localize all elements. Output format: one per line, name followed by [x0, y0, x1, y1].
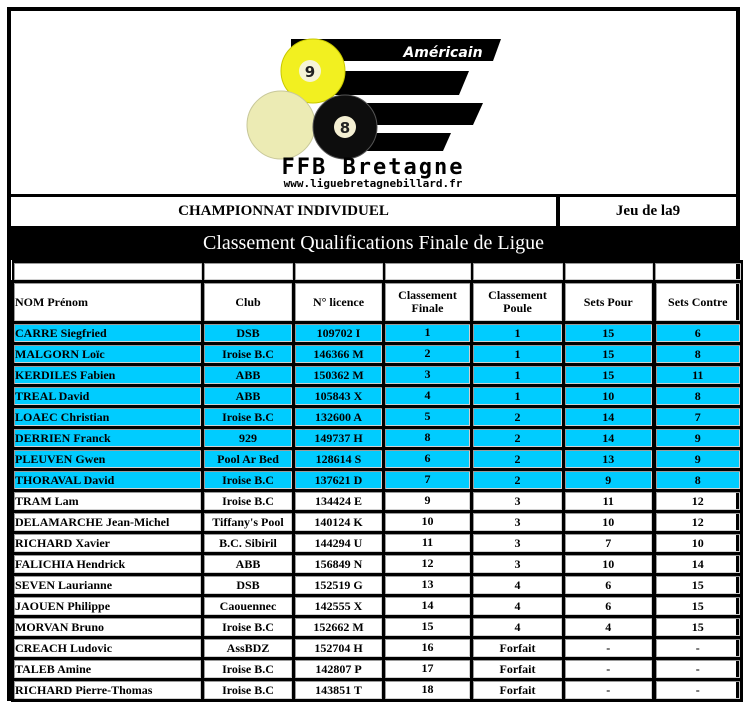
player-name-cell: MALGORN Loïc: [13, 344, 203, 365]
sets-pour-cell: 6: [564, 575, 654, 596]
classement-finale-cell: 17: [384, 659, 472, 680]
player-name-cell: CARRE Siegfried: [13, 323, 203, 344]
licence-number-cell: 152662 M: [294, 617, 384, 638]
classement-poule-cell: 2: [472, 428, 564, 449]
logo-area: [11, 11, 736, 194]
classement-finale-cell: 8: [384, 428, 472, 449]
classement-finale-cell: 7: [384, 470, 472, 491]
table-row: [13, 575, 742, 596]
sets-pour-cell: 14: [564, 407, 654, 428]
club-cell: Iroise B.C: [203, 470, 294, 491]
player-name-cell: FALICHIA Hendrick: [13, 554, 203, 575]
classement-finale-cell: 4: [384, 386, 472, 407]
player-name-cell: MORVAN Bruno: [13, 617, 203, 638]
licence-number-cell: 134424 E: [294, 491, 384, 512]
player-name-cell: JAOUEN Philippe: [13, 596, 203, 617]
classement-finale-cell: 2: [384, 344, 472, 365]
sets-contre-cell: 7: [654, 407, 742, 428]
table-row: [13, 491, 742, 512]
table-row: [13, 659, 742, 680]
table-row: [13, 512, 742, 533]
classement-finale-cell: 10: [384, 512, 472, 533]
ranking-table: [11, 260, 743, 702]
classement-poule-cell: 2: [472, 449, 564, 470]
discipline-label: Jeu de la9: [615, 203, 681, 219]
sets-pour-cell: 15: [564, 365, 654, 386]
club-cell: Iroise B.C: [203, 491, 294, 512]
col-header-club: Club: [203, 282, 294, 323]
sets-pour-cell: 10: [564, 512, 654, 533]
sets-contre-cell: 15: [654, 575, 742, 596]
table-row: [13, 617, 742, 638]
licence-number-cell: 152519 G: [294, 575, 384, 596]
licence-number-cell: 144294 U: [294, 533, 384, 554]
sets-contre-cell: 10: [654, 533, 742, 554]
licence-number-cell: 137621 D: [294, 470, 384, 491]
sets-contre-cell: 8: [654, 344, 742, 365]
player-name-cell: TREAL David: [13, 386, 203, 407]
club-cell: AssBDZ: [203, 638, 294, 659]
licence-number-cell: 128614 S: [294, 449, 384, 470]
club-cell: ABB: [203, 554, 294, 575]
col-header-classement-poule: Classement Poule: [472, 282, 564, 323]
licence-number-cell: 142807 P: [294, 659, 384, 680]
club-cell: 929: [203, 428, 294, 449]
player-name-cell: TALEB Amine: [13, 659, 203, 680]
club-cell: Iroise B.C: [203, 344, 294, 365]
sets-pour-cell: 6: [564, 596, 654, 617]
player-name-cell: RICHARD Xavier: [13, 533, 203, 554]
classement-poule-cell: 1: [472, 323, 564, 344]
classement-poule-cell: 3: [472, 533, 564, 554]
table-row: [13, 554, 742, 575]
licence-number-cell: 109702 I: [294, 323, 384, 344]
licence-number-cell: 149737 H: [294, 428, 384, 449]
classement-finale-cell: 12: [384, 554, 472, 575]
sets-pour-cell: 4: [564, 617, 654, 638]
sets-contre-cell: -: [654, 638, 742, 659]
player-name-cell: RICHARD Pierre-Thomas: [13, 680, 203, 701]
svg-text:Américain: Américain: [403, 45, 483, 61]
svg-text:9: 9: [304, 63, 316, 81]
sets-pour-cell: 15: [564, 344, 654, 365]
table-row: [13, 533, 742, 554]
licence-number-cell: 132600 A: [294, 407, 384, 428]
classement-poule-cell: 1: [472, 386, 564, 407]
table-row: [13, 470, 742, 491]
club-cell: ABB: [203, 386, 294, 407]
player-name-cell: DELAMARCHE Jean-Michel: [13, 512, 203, 533]
classement-poule-cell: Forfait: [472, 659, 564, 680]
sets-pour-cell: 15: [564, 323, 654, 344]
sets-contre-cell: 6: [654, 323, 742, 344]
club-cell: Iroise B.C: [203, 617, 294, 638]
classement-finale-cell: 13: [384, 575, 472, 596]
table-row: [13, 638, 742, 659]
sets-pour-cell: 7: [564, 533, 654, 554]
sets-contre-cell: 9: [654, 428, 742, 449]
player-name-cell: PLEUVEN Gwen: [13, 449, 203, 470]
licence-number-cell: 152704 H: [294, 638, 384, 659]
svg-text:8: 8: [339, 119, 351, 137]
sets-pour-cell: -: [564, 659, 654, 680]
club-cell: DSB: [203, 575, 294, 596]
sets-contre-cell: -: [654, 659, 742, 680]
licence-number-cell: 156849 N: [294, 554, 384, 575]
col-header-sets-contre: Sets Contre: [654, 282, 742, 323]
player-name-cell: SEVEN Laurianne: [13, 575, 203, 596]
sets-contre-cell: 9: [654, 449, 742, 470]
classement-finale-cell: 16: [384, 638, 472, 659]
player-name-cell: DERRIEN Franck: [13, 428, 203, 449]
classement-poule-cell: Forfait: [472, 638, 564, 659]
classement-finale-cell: 5: [384, 407, 472, 428]
player-name-cell: KERDILES Fabien: [13, 365, 203, 386]
club-cell: DSB: [203, 323, 294, 344]
table-row: [13, 596, 742, 617]
licence-number-cell: 105843 X: [294, 386, 384, 407]
sets-contre-cell: 12: [654, 512, 742, 533]
ranking-banner: Classement Qualifications Finale de Ligue: [11, 226, 736, 260]
sets-pour-cell: 9: [564, 470, 654, 491]
sets-contre-cell: 14: [654, 554, 742, 575]
sets-pour-cell: -: [564, 680, 654, 701]
club-cell: Iroise B.C: [203, 680, 294, 701]
ffb-bretagne-logo: [233, 33, 513, 193]
sets-contre-cell: 11: [654, 365, 742, 386]
title-row: [11, 194, 736, 226]
sets-pour-cell: -: [564, 638, 654, 659]
table-row: [13, 344, 742, 365]
sets-pour-cell: 14: [564, 428, 654, 449]
classement-finale-cell: 9: [384, 491, 472, 512]
licence-number-cell: 150362 M: [294, 365, 384, 386]
table-row: [13, 449, 742, 470]
sets-contre-cell: 15: [654, 596, 742, 617]
player-name-cell: CREACH Ludovic: [13, 638, 203, 659]
classement-poule-cell: 4: [472, 617, 564, 638]
player-name-cell: THORAVAL David: [13, 470, 203, 491]
club-cell: Iroise B.C: [203, 407, 294, 428]
club-cell: Caouennec: [203, 596, 294, 617]
classement-poule-cell: Forfait: [472, 680, 564, 701]
sets-pour-cell: 10: [564, 386, 654, 407]
classement-finale-cell: 15: [384, 617, 472, 638]
sets-pour-cell: 11: [564, 491, 654, 512]
sets-contre-cell: 15: [654, 617, 742, 638]
cue-ball-icon: [247, 91, 315, 159]
col-header-sets-pour: Sets Pour: [564, 282, 654, 323]
player-name-cell: LOAEC Christian: [13, 407, 203, 428]
classement-poule-cell: 1: [472, 365, 564, 386]
club-cell: B.C. Sibiril: [203, 533, 294, 554]
table-row: [13, 428, 742, 449]
results-sheet: [7, 7, 740, 701]
licence-number-cell: 143851 T: [294, 680, 384, 701]
sets-pour-cell: 10: [564, 554, 654, 575]
svg-text:FFB Bretagne: FFB Bretagne: [281, 155, 465, 180]
table-row: [13, 407, 742, 428]
classement-finale-cell: 18: [384, 680, 472, 701]
spacer-row: [13, 262, 742, 282]
sets-contre-cell: 12: [654, 491, 742, 512]
classement-poule-cell: 3: [472, 491, 564, 512]
table-row: [13, 680, 742, 701]
club-cell: ABB: [203, 365, 294, 386]
championship-title: CHAMPIONNAT INDIVIDUEL: [11, 197, 560, 226]
sets-pour-cell: 13: [564, 449, 654, 470]
classement-poule-cell: 2: [472, 470, 564, 491]
sets-contre-cell: 8: [654, 386, 742, 407]
club-cell: Pool Ar Bed: [203, 449, 294, 470]
classement-finale-cell: 14: [384, 596, 472, 617]
col-header-licence: N° licence: [294, 282, 384, 323]
table-row: [13, 323, 742, 344]
header-row: [13, 282, 742, 323]
sets-contre-cell: -: [654, 680, 742, 701]
svg-text:www.liguebretagnebillard.fr: www.liguebretagnebillard.fr: [283, 177, 463, 190]
classement-poule-cell: 3: [472, 512, 564, 533]
table-row: [13, 386, 742, 407]
licence-number-cell: 140124 K: [294, 512, 384, 533]
classement-finale-cell: 3: [384, 365, 472, 386]
club-cell: Iroise B.C: [203, 659, 294, 680]
col-header-name: NOM Prénom: [13, 282, 203, 323]
club-cell: Tiffany's Pool: [203, 512, 294, 533]
classement-poule-cell: 4: [472, 575, 564, 596]
classement-finale-cell: 1: [384, 323, 472, 344]
licence-number-cell: 146366 M: [294, 344, 384, 365]
classement-finale-cell: 11: [384, 533, 472, 554]
classement-poule-cell: 4: [472, 596, 564, 617]
classement-poule-cell: 1: [472, 344, 564, 365]
classement-poule-cell: 2: [472, 407, 564, 428]
sets-contre-cell: 8: [654, 470, 742, 491]
licence-number-cell: 142555 X: [294, 596, 384, 617]
col-header-classement-finale: Classement Finale: [384, 282, 472, 323]
table-row: [13, 365, 742, 386]
classement-finale-cell: 6: [384, 449, 472, 470]
classement-poule-cell: 3: [472, 554, 564, 575]
player-name-cell: TRAM Lam: [13, 491, 203, 512]
